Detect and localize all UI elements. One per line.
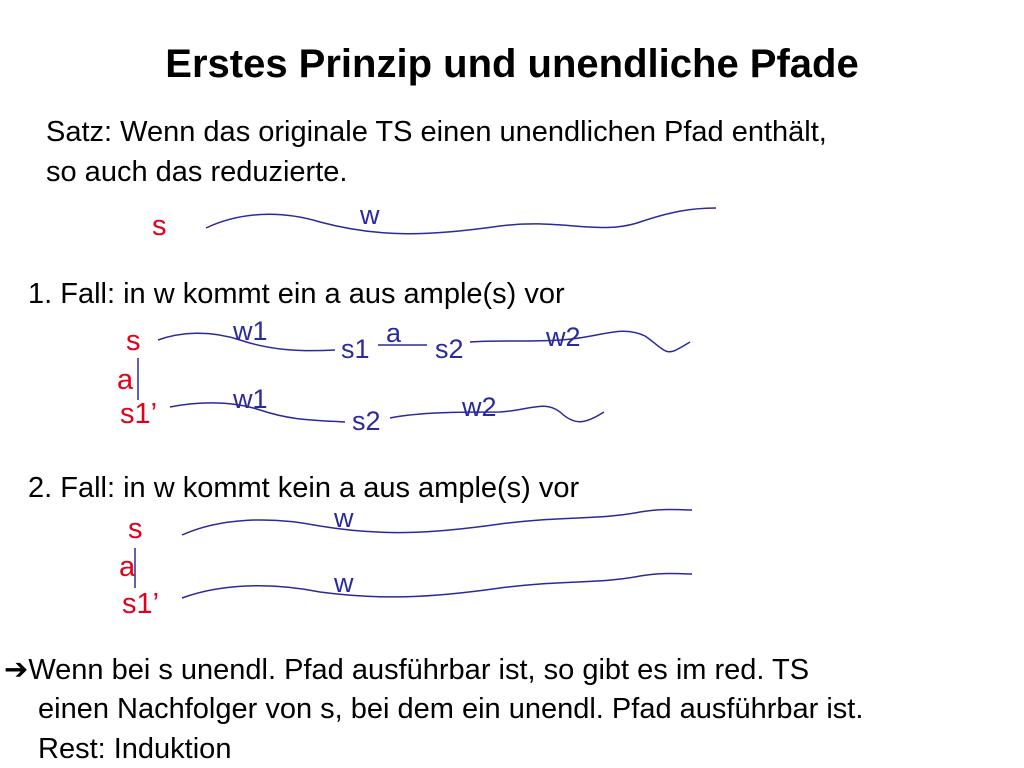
case2-label-w-lower: w (334, 568, 354, 598)
state-s-top: s (152, 210, 167, 242)
theorem-line-2: so auch das reduzierte. (46, 156, 348, 188)
conclusion-text-1: Wenn bei s unendl. Pfad ausführbar ist, so gibt es im red. TS (28, 654, 810, 686)
case1-state-s1-prime: s1’ (120, 398, 158, 430)
path-w2-lower (390, 406, 604, 422)
conclusion-line-2: einen Nachfolger von s, bei dem ein unendl. Pfad ausführbar ist. (38, 693, 864, 725)
case1-state-s2-upper: s2 (435, 334, 464, 364)
path-w-case2-upper (182, 510, 692, 536)
case1-label-a-upper: a (386, 318, 402, 348)
path-w-top (206, 208, 716, 234)
conclusion-line-1 (4, 652, 810, 686)
case1-state-s: s (126, 325, 141, 357)
case2-label-w-upper: w (334, 503, 354, 533)
case1-state-s1: s1 (341, 334, 370, 364)
conclusion-line-3: Rest: Induktion (38, 733, 232, 765)
label-w-top: w (360, 200, 380, 230)
case1-label-w1-lower: w1 (233, 384, 268, 414)
case1-label-a-step: a (117, 364, 134, 396)
slide-title: Erstes Prinzip und unendliche Pfade (165, 42, 859, 86)
case1-label-w2-lower: w2 (462, 392, 497, 422)
case1-heading: 1. Fall: in w kommt ein a aus ample(s) vor (28, 278, 565, 310)
case2-state-s1-prime: s1’ (122, 588, 160, 620)
case1-label-w1-upper: w1 (233, 316, 268, 346)
case2-state-s: s (128, 513, 143, 545)
case2-heading: 2. Fall: in w kommt kein a aus ample(s) vor (28, 472, 580, 504)
case1-label-w2-upper: w2 (546, 322, 581, 352)
case1-state-s2-lower: s2 (352, 406, 381, 436)
right-arrow-icon: ➔ (4, 652, 29, 686)
case2-label-a-step: a (119, 551, 136, 583)
path-w-case2-lower (182, 574, 692, 599)
theorem-line-1: Satz: Wenn das originale TS einen unendlichen Pfad enthält, (46, 116, 827, 148)
